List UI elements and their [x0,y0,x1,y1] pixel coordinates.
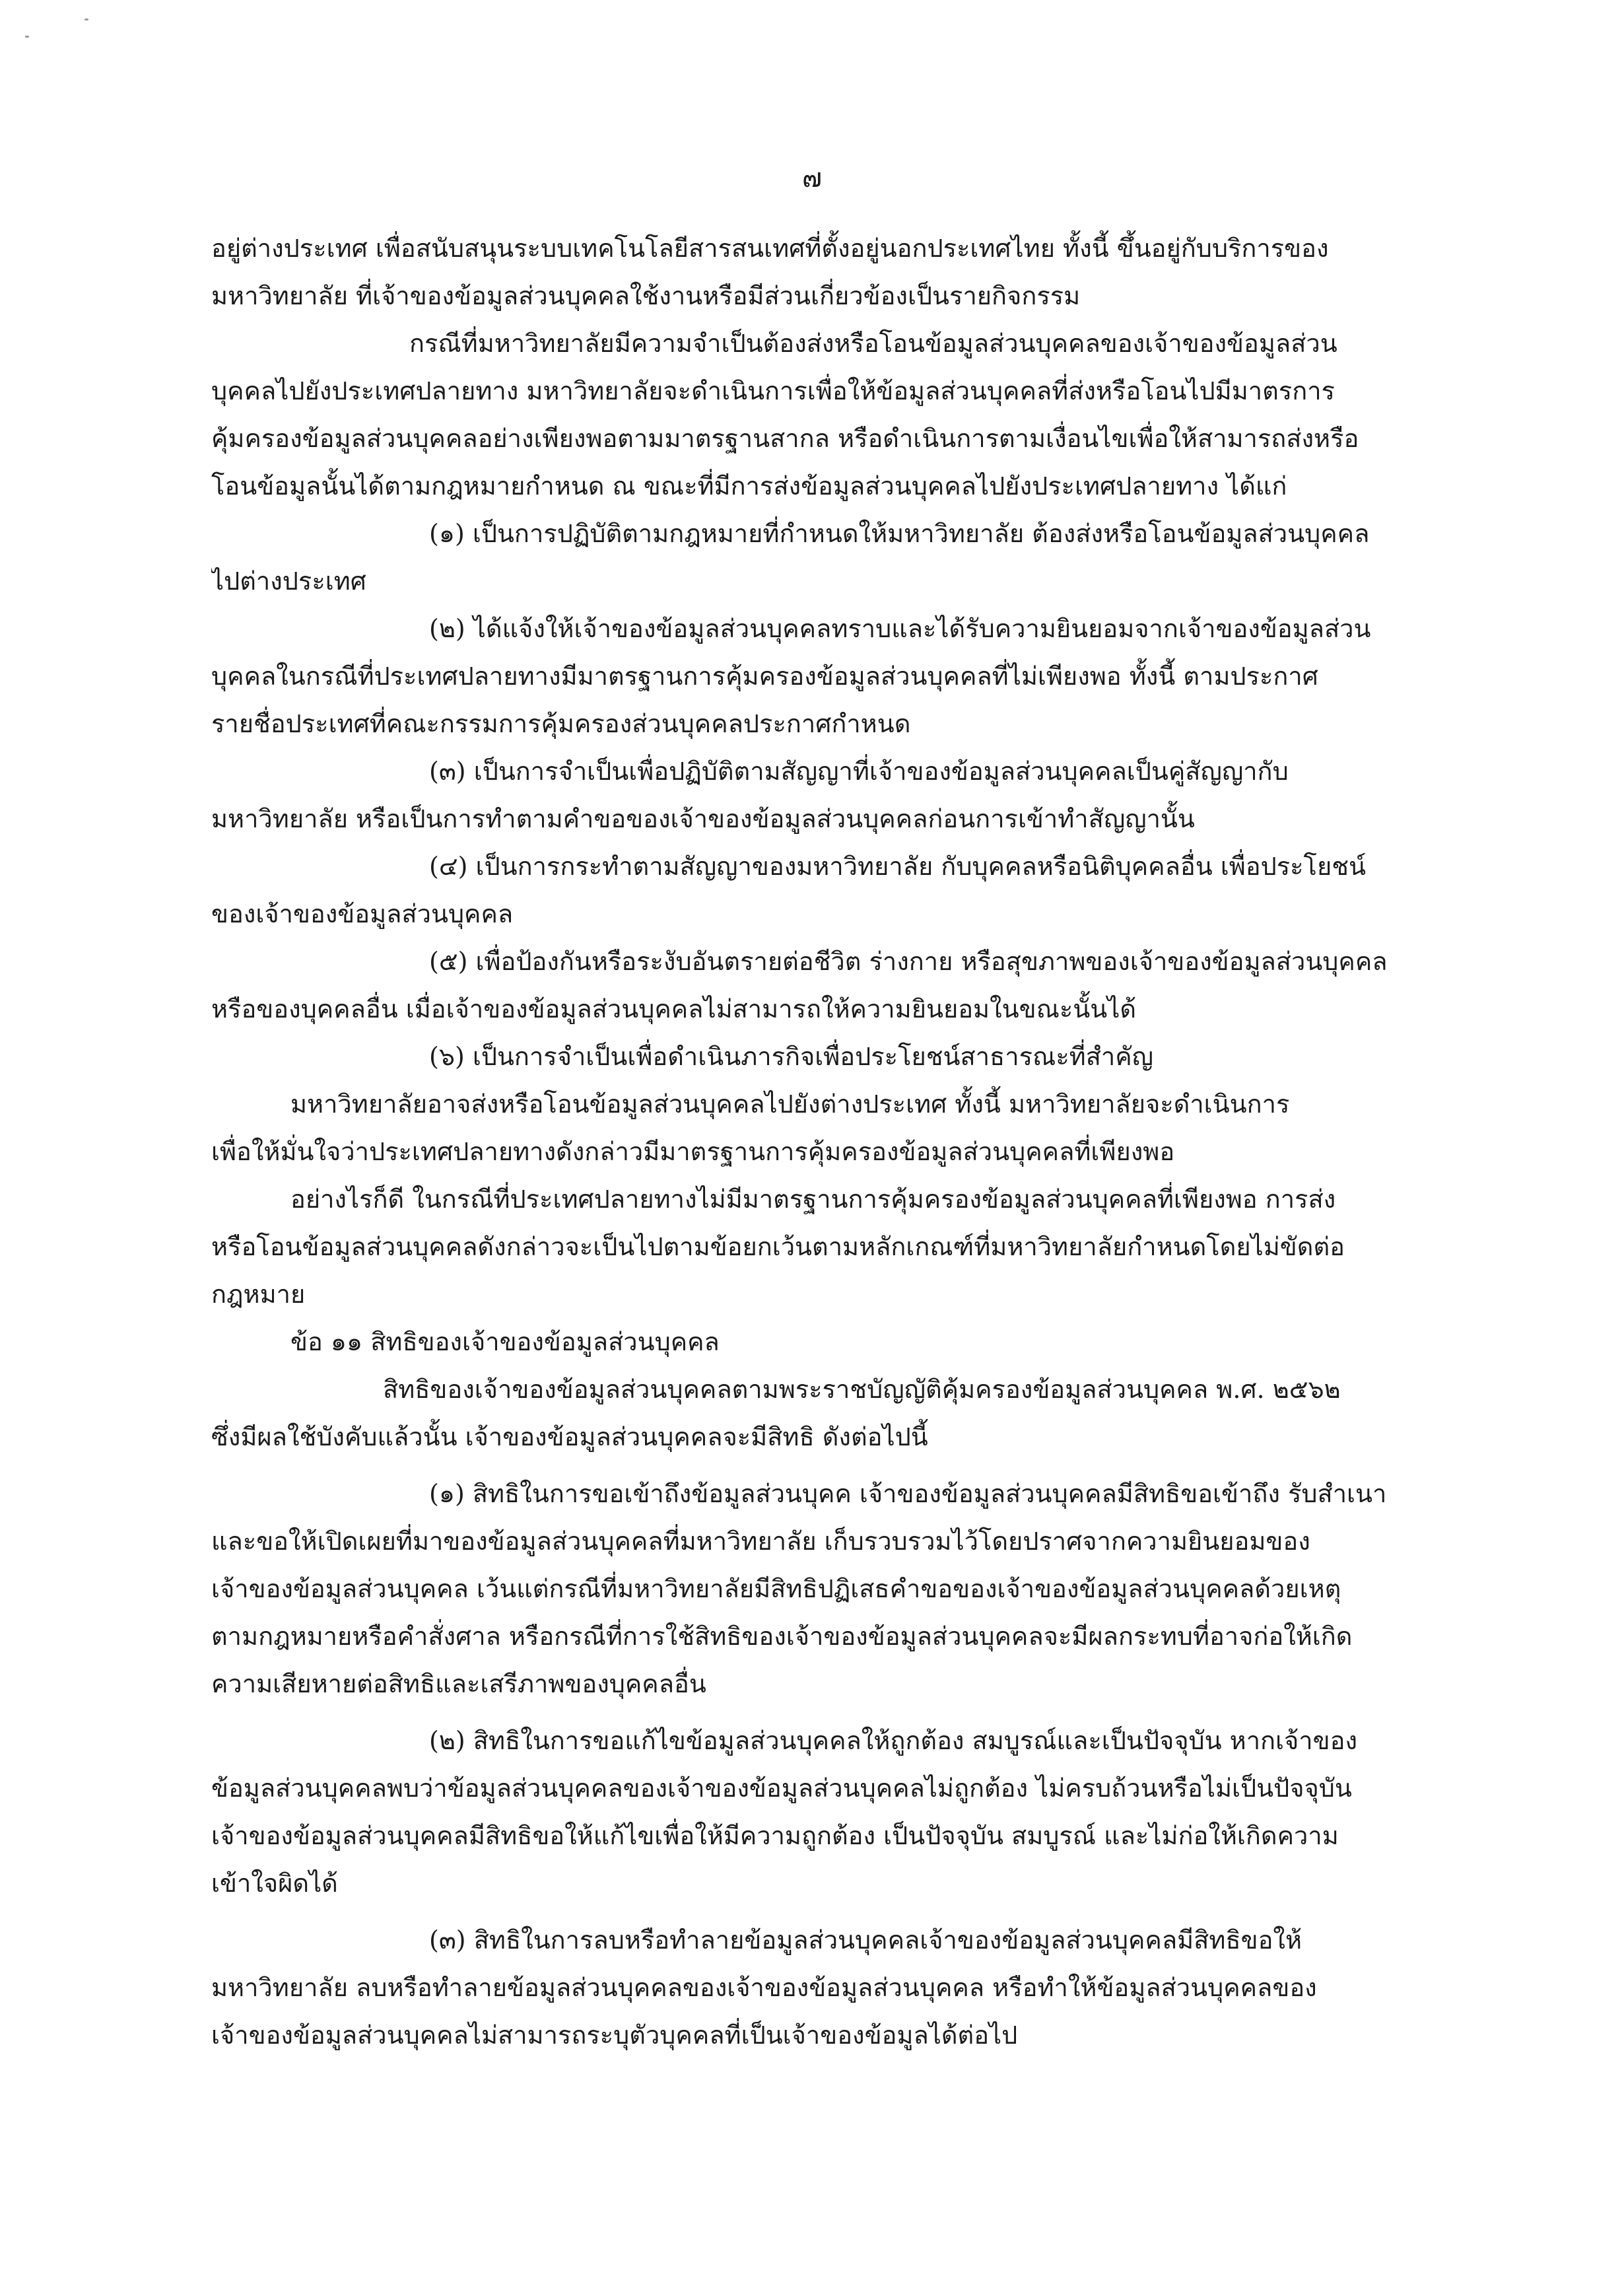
text-line: คุ้มครองข้อมูลส่วนบุคคลอย่างเพียงพอตามมาตรฐานสากล หรือดำเนินการตามเงื่อนไขเพื่อให้สามารถส่งหรือ [211,424,1359,453]
text-line: ตามกฎหมายหรือคำสั่งศาล หรือกรณีที่การใช้สิทธิของเจ้าของข้อมูลส่วนบุคคลจะมีผลกระทบที่อาจก่อให้เกิด [211,1622,1353,1651]
text-line: มหาวิทยาลัย ที่เจ้าของข้อมูลส่วนบุคคลใช้งานหรือมีส่วนเกี่ยวข้องเป็นรายกิจกรรม [211,281,1081,310]
text-line: อย่างไรก็ดี ในกรณีที่ประเทศปลายทางไม่มีมาตรฐานการคุ้มครองข้อมูลส่วนบุคคลที่เพียงพอ การส่ง [290,1185,1336,1214]
text-line: ความเสียหายต่อสิทธิและเสรีภาพของบุคคลอื่น [211,1669,706,1698]
text-line: เจ้าของข้อมูลส่วนบุคคลมีสิทธิขอให้แก้ไขเพื่อให้มีความถูกต้อง เป็นปัจจุบัน สมบูรณ์ และไม่ก่อให้เกิดความ [211,1821,1339,1850]
text-line: ไปต่างประเทศ [211,567,366,596]
text-line: หรือโอนข้อมูลส่วนบุคคลดังกล่าวจะเป็นไปตามข้อยกเว้นตามหลักเกณฑ์ที่มหาวิทยาลัยกำหนดโดยไม่ขัดต่อ [211,1232,1345,1261]
text-line: มหาวิทยาลัย หรือเป็นการทำตามคำขอของเจ้าของข้อมูลส่วนบุคคลก่อนการเข้าทำสัญญานั้น [211,804,1195,833]
text-line: บุคคลไปยังประเทศปลายทาง มหาวิทยาลัยจะดำเนินการเพื่อให้ข้อมูลส่วนบุคคลที่ส่งหรือโอนไปมีมาตรการ [211,376,1335,405]
text-line: (๓) เป็นการจำเป็นเพื่อปฏิบัติตามสัญญาที่เจ้าของข้อมูลส่วนบุคคลเป็นคู่สัญญากับ [429,757,1289,786]
text-line: เข้าใจผิดได้ [211,1869,338,1898]
scan-speck [25,36,29,38]
text-line: มหาวิทยาลัยอาจส่งหรือโอนข้อมูลส่วนบุคคลไปยังต่างประเทศ ทั้งนี้ มหาวิทยาลัยจะดำเนินการ [290,1090,1290,1119]
text-line: รายชื่อประเทศที่คณะกรรมการคุ้มครองส่วนบุคคลประกาศกำหนด [211,709,911,738]
text-line: เจ้าของข้อมูลส่วนบุคคลไม่สามารถระบุตัวบุคคลที่เป็นเจ้าของข้อมูลได้ต่อไป [211,2021,1018,2050]
text-line: บุคคลในกรณีที่ประเทศปลายทางมีมาตรฐานการคุ้มครองข้อมูลส่วนบุคคลที่ไม่เพียงพอ ทั้งนี้ ตามประกาศ [211,662,1318,691]
text-line: (๕) เพื่อป้องกันหรือระงับอันตรายต่อชีวิต ร่างกาย หรือสุขภาพของเจ้าของข้อมูลส่วนบุคคล [429,947,1388,976]
text-line: หรือของบุคคลอื่น เมื่อเจ้าของข้อมูลส่วนบุคคลไม่สามารถให้ความยินยอมในขณะนั้นได้ [211,994,1136,1024]
text-line: โอนข้อมูลนั้นได้ตามกฎหมายกำหนด ณ ขณะที่มีการส่งข้อมูลส่วนบุคคลไปยังประเทศปลายทาง ได้แก่ [211,471,1287,501]
text-line: (๔) เป็นการกระทำตามสัญญาของมหาวิทยาลัย กับบุคคลหรือนิติบุคคลอื่น เพื่อประโยชน์ [429,852,1366,881]
text-line: อยู่ต่างประเทศ เพื่อสนับสนุนระบบเทคโนโลยีสารสนเทศที่ตั้งอยู่นอกประเทศไทย ทั้งนี้ ขึ้นอยู่กับบริการของ [211,234,1329,263]
text-line: (๓) สิทธิในการลบหรือทำลายข้อมูลส่วนบุคคลเจ้าของข้อมูลส่วนบุคคลมีสิทธิขอให้ [429,1926,1303,1955]
page-number: ๗ [801,163,823,193]
text-line: (๒) สิทธิในการขอแก้ไขข้อมูลส่วนบุคคลให้ถูกต้อง สมบูรณ์และเป็นปัจจุบัน หากเจ้าของ [429,1726,1357,1755]
text-line: เจ้าของข้อมูลส่วนบุคคล เว้นแต่กรณีที่มหาวิทยาลัยมีสิทธิปฏิเสธคำขอของเจ้าของข้อมูลส่วนบุคคลด้วยเหตุ [211,1574,1341,1603]
text-line: มหาวิทยาลัย ลบหรือทำลายข้อมูลส่วนบุคคลของเจ้าของข้อมูลส่วนบุคคล หรือทำให้ข้อมูลส่วนบุคคลของ [211,1973,1317,2002]
text-line: (๑) เป็นการปฏิบัติตามกฎหมายที่กำหนดให้มหาวิทยาลัย ต้องส่งหรือโอนข้อมูลส่วนบุคคล [429,519,1370,548]
text-line: (๖) เป็นการจำเป็นเพื่อดำเนินภารกิจเพื่อประโยชน์สาธารณะที่สำคัญ [429,1042,1154,1071]
text-line: ข้อมูลส่วนบุคคลพบว่าข้อมูลส่วนบุคคลของเจ้าของข้อมูลส่วนบุคคลไม่ถูกต้อง ไม่ครบถ้วนหรือไม่เป็นปัจจุบัน [211,1774,1352,1803]
text-line: (๑) สิทธิในการขอเข้าถึงข้อมูลส่วนบุคค เจ้าของข้อมูลส่วนบุคคลมีสิทธิขอเข้าถึง รับสำเนา [429,1479,1387,1508]
document-body [211,226,1413,2060]
scan-speck [85,18,88,20]
text-line: เพื่อให้มั่นใจว่าประเทศปลายทางดังกล่าวมีมาตรฐานการคุ้มครองข้อมูลส่วนบุคคลที่เพียงพอ [211,1137,1175,1166]
text-line: และขอให้เปิดเผยที่มาของข้อมูลส่วนบุคคลที่มหาวิทยาลัย เก็บรวบรวมไว้โดยปราศจากความยินยอมของ [211,1527,1310,1556]
text-line: ซึ่งมีผลใช้บังคับแล้วนั้น เจ้าของข้อมูลส่วนบุคคลจะมีสิทธิ ดังต่อไปนี้ [211,1422,928,1451]
text-line: กรณีที่มหาวิทยาลัยมีความจำเป็นต้องส่งหรือโอนข้อมูลส่วนบุคคลของเจ้าของข้อมูลส่วน [409,329,1337,358]
text-line: (๒) ได้แจ้งให้เจ้าของข้อมูลส่วนบุคคลทราบและได้รับความยินยอมจากเจ้าของข้อมูลส่วน [429,614,1371,643]
section-heading: ข้อ ๑๑ สิทธิของเจ้าของข้อมูลส่วนบุคคล [290,1327,720,1356]
text-line: สิทธิของเจ้าของข้อมูลส่วนบุคคลตามพระราชบัญญัติคุ้มครองข้อมูลส่วนบุคคล พ.ศ. ๒๕๖๒ [383,1375,1341,1404]
text-line: ของเจ้าของข้อมูลส่วนบุคคล [211,899,514,928]
text-line: กฎหมาย [211,1280,306,1309]
